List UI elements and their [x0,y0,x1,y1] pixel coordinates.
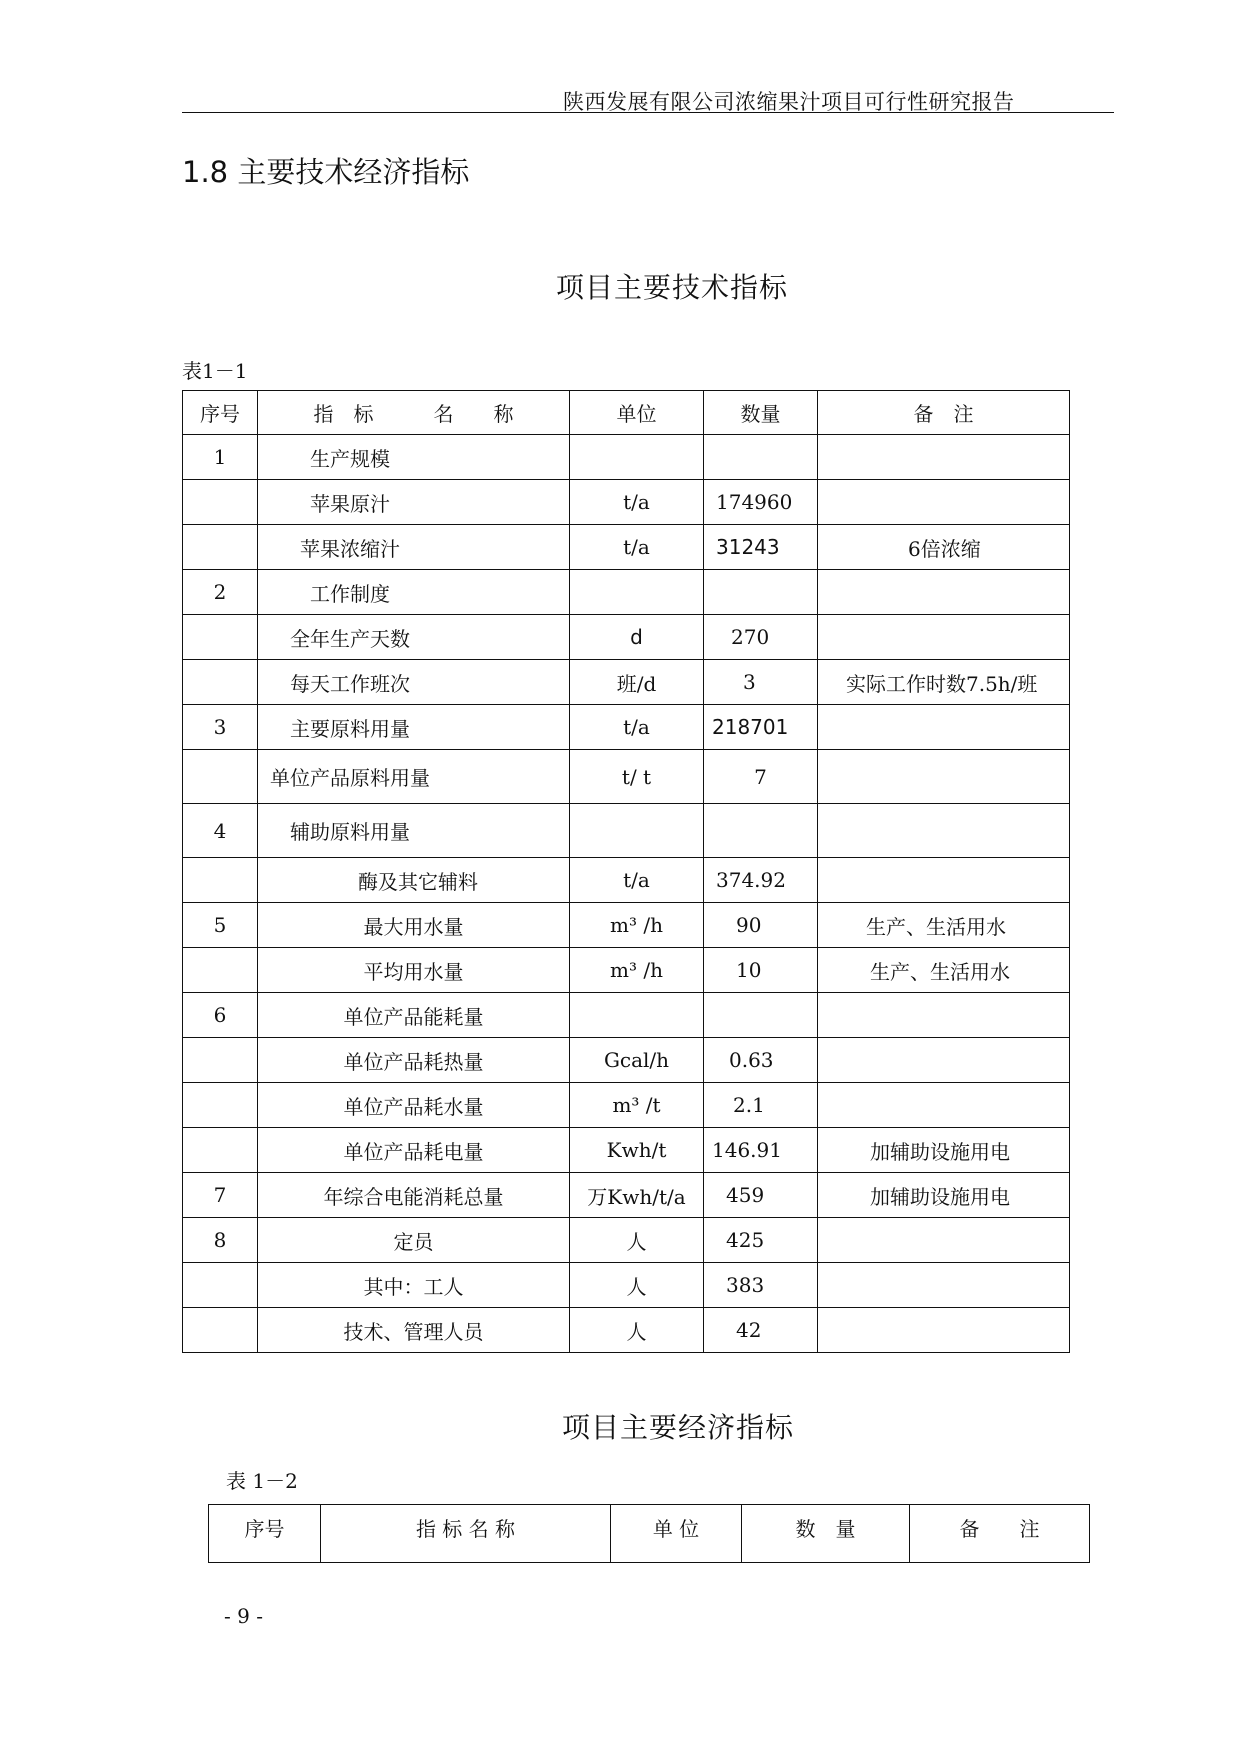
indicator-name: 生产规模 [258,435,570,480]
row-number [183,750,258,804]
quantity-cell [704,804,818,858]
quantity-cell: 3 [704,660,818,705]
quantity-cell: 90 [704,903,818,948]
unit-cell: t/a [570,705,704,750]
indicator-name: 主要原料用量 [258,705,570,750]
row-number [183,948,258,993]
indicator-name: 单位产品能耗量 [258,993,570,1038]
quantity-cell: 42 [704,1308,818,1353]
remark-cell [818,858,1070,903]
unit-cell: t/a [570,480,704,525]
table-row [183,1218,1070,1263]
table-row [183,948,1070,993]
table-row [183,435,1070,480]
table-row [183,1263,1070,1308]
quantity-cell: 0.63 [704,1038,818,1083]
unit-cell: 人 [570,1218,704,1263]
indicator-name: 苹果原汁 [258,480,570,525]
economic-indicators-table [208,1504,1090,1563]
table-row [183,1308,1070,1353]
unit-cell: t/a [570,525,704,570]
indicator-name: 工作制度 [258,570,570,615]
table-row [183,750,1070,804]
row-number: 3 [183,705,258,750]
unit-cell [570,570,704,615]
unit-cell: m³ /h [570,903,704,948]
table-row [183,480,1070,525]
quantity-cell: 459 [704,1173,818,1218]
row-number: 2 [183,570,258,615]
table-header-row [183,391,1070,435]
table-row [183,615,1070,660]
indicator-name: 单位产品耗电量 [258,1128,570,1173]
table-row [183,993,1070,1038]
table-row [183,705,1070,750]
header-cell: 单位 [570,391,704,435]
remark-cell [818,750,1070,804]
quantity-cell: 10 [704,948,818,993]
table1-title: 项目主要技术指标 [556,271,789,304]
row-number [183,858,258,903]
quantity-cell: 146.91 [704,1128,818,1173]
unit-cell: m³ /t [570,1083,704,1128]
row-number: 6 [183,993,258,1038]
header-cell: 序号 [209,1505,321,1563]
unit-cell [570,993,704,1038]
indicator-name: 最大用水量 [258,903,570,948]
indicator-name: 其中：工人 [258,1263,570,1308]
table-row [183,858,1070,903]
header-rule [182,112,1114,113]
row-number [183,660,258,705]
remark-cell: 6倍浓缩 [818,525,1070,570]
table-row [183,1173,1070,1218]
indicator-name: 年综合电能消耗总量 [258,1173,570,1218]
remark-cell: 加辅助设施用电 [818,1128,1070,1173]
table-row [183,570,1070,615]
indicator-name: 酶及其它辅料 [258,858,570,903]
section-heading: 1.8 主要技术经济指标 [182,155,470,189]
unit-cell: Kwh/t [570,1128,704,1173]
indicator-name: 辅助原料用量 [258,804,570,858]
indicator-name: 苹果浓缩汁 [258,525,570,570]
table-row [183,525,1070,570]
remark-cell [818,804,1070,858]
row-number: 8 [183,1218,258,1263]
remark-cell [818,993,1070,1038]
quantity-cell: 31243 [704,525,818,570]
table-header-row [209,1505,1090,1563]
quantity-cell: 425 [704,1218,818,1263]
header-cell: 指 标 名 称 [258,391,570,435]
table2-title: 项目主要经济指标 [562,1411,795,1444]
unit-cell: d [570,615,704,660]
unit-cell: 人 [570,1308,704,1353]
remark-cell: 加辅助设施用电 [818,1173,1070,1218]
quantity-cell: 383 [704,1263,818,1308]
unit-cell: Gcal/h [570,1038,704,1083]
header-cell: 序号 [183,391,258,435]
remark-cell [818,705,1070,750]
remark-cell [818,1083,1070,1128]
row-number [183,525,258,570]
table-row [183,660,1070,705]
table-row [183,1038,1070,1083]
row-number [183,1128,258,1173]
row-number: 7 [183,1173,258,1218]
quantity-cell [704,435,818,480]
row-number [183,615,258,660]
remark-cell [818,1218,1070,1263]
indicator-name: 单位产品耗水量 [258,1083,570,1128]
indicator-name: 定员 [258,1218,570,1263]
row-number [183,1263,258,1308]
table-row [183,903,1070,948]
header-cell: 数 量 [742,1505,910,1563]
quantity-cell: 2.1 [704,1083,818,1128]
unit-cell [570,804,704,858]
unit-cell: 人 [570,1263,704,1308]
header-cell: 备 注 [818,391,1070,435]
document-header-title: 陕西发展有限公司浓缩果汁项目可行性研究报告 [563,90,1015,114]
remark-cell: 生产、生活用水 [818,903,1070,948]
remark-cell: 实际工作时数7.5h/班 [818,660,1070,705]
table-row [183,804,1070,858]
indicator-name: 平均用水量 [258,948,570,993]
row-number [183,1038,258,1083]
table-row [183,1083,1070,1128]
remark-cell [818,435,1070,480]
header-cell: 数量 [704,391,818,435]
quantity-cell: 218701 [704,705,818,750]
header-cell: 指 标 名 称 [321,1505,611,1563]
indicator-name: 单位产品原料用量 [258,750,570,804]
remark-cell: 生产、生活用水 [818,948,1070,993]
quantity-cell [704,570,818,615]
table-row [183,1128,1070,1173]
header-cell: 单 位 [611,1505,742,1563]
quantity-cell: 270 [704,615,818,660]
quantity-cell: 7 [704,750,818,804]
remark-cell [818,570,1070,615]
row-number: 4 [183,804,258,858]
row-number [183,1083,258,1128]
unit-cell [570,435,704,480]
quantity-cell [704,993,818,1038]
row-number: 5 [183,903,258,948]
page-number: - 9 - [224,1604,263,1628]
indicator-name: 单位产品耗热量 [258,1038,570,1083]
unit-cell: m³ /h [570,948,704,993]
header-cell: 备 注 [910,1505,1090,1563]
remark-cell [818,1038,1070,1083]
remark-cell [818,1308,1070,1353]
quantity-cell: 174960 [704,480,818,525]
indicator-name: 全年生产天数 [258,615,570,660]
remark-cell [818,1263,1070,1308]
unit-cell: 班/d [570,660,704,705]
unit-cell: 万Kwh/t/a [570,1173,704,1218]
table2-label: 表 1－2 [226,1469,298,1493]
quantity-cell: 374.92 [704,858,818,903]
unit-cell: t/a [570,858,704,903]
unit-cell: t/ t [570,750,704,804]
remark-cell [818,480,1070,525]
remark-cell [818,615,1070,660]
table1-label: 表1－1 [182,359,248,383]
indicator-name: 每天工作班次 [258,660,570,705]
row-number [183,1308,258,1353]
indicator-name: 技术、管理人员 [258,1308,570,1353]
row-number: 1 [183,435,258,480]
row-number [183,480,258,525]
technical-indicators-table [182,390,1070,1353]
